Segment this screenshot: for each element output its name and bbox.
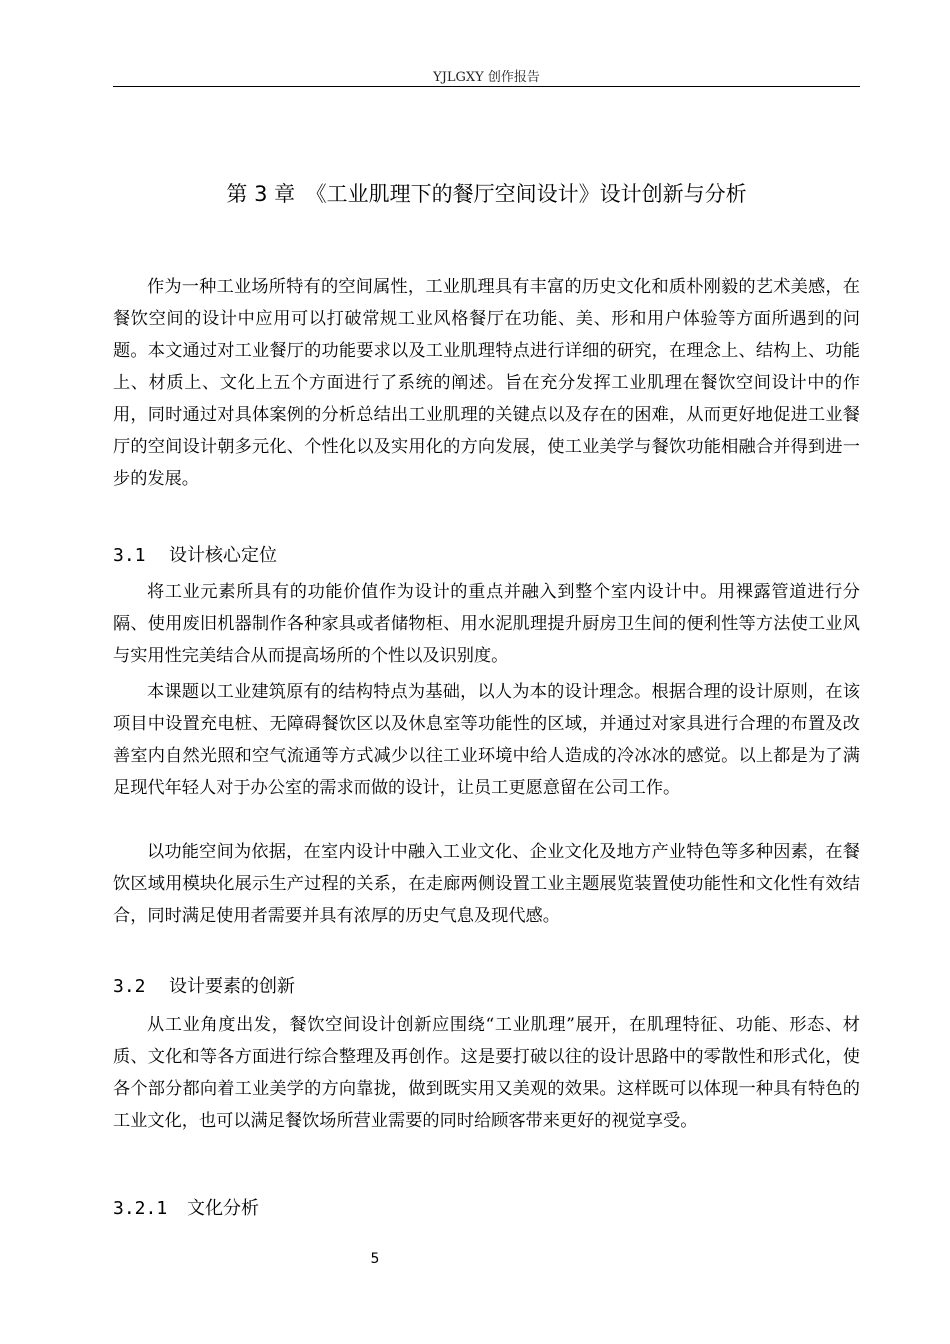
section-3-1-paragraph-3: 以功能空间为依据，在室内设计中融入工业文化、企业文化及地方产业特色等多种因素，在餐饮区域用模块化展示生产过程的关系，在走廊两侧设置工业主题展览装置使功能性和文化性有效结合，同时满足使用者需要并具有浓厚的历史气息及现代感。 bbox=[113, 842, 860, 926]
section-3-1-paragraph-2: 本课题以工业建筑原有的结构特点为基础，以人为本的设计理念。根据合理的设计原则，在该项目中设置充电桩、无障碍餐饮区以及休息室等功能性的区域，并通过对家具进行合理的布置及改善室内自然光照和空气流通等方式减少以往工业环境中给人造成的冷冰冰的感觉。以上都是为了满足现代年轻人对于办公室的需求而做的设计，让员工更愿意留在公司工作。 bbox=[113, 682, 860, 798]
section-3-2-paragraph-1: 从工业角度出发，餐饮空间设计创新应围绕“工业肌理”展开，在肌理特征、功能、形态、材质、文化和等各方面进行综合整理及再创作。这是要打破以往的设计思路中的零散性和形式化，使各个部分都向着工业美学的方向靠拢，做到既实用又美观的效果。这样既可以体现一种具有特色的工业文化，也可以满足餐饮场所营业需要的同时给顾客带来更好的视觉享受。 bbox=[113, 1015, 860, 1131]
section-title: 设计要素的创新 bbox=[169, 976, 295, 997]
section-heading-3-2-1 bbox=[113, 1194, 259, 1220]
chapter-title: 第 3 章 《工业肌理下的餐厅空间设计》设计创新与分析 bbox=[226, 182, 747, 206]
header-divider bbox=[113, 86, 860, 87]
section-title: 文化分析 bbox=[187, 1198, 259, 1219]
intro-paragraph: 作为一种工业场所特有的空间属性，工业肌理具有丰富的历史文化和质朴刚毅的艺术美感，在餐饮空间的设计中应用可以打破常规工业风格餐厅在功能、美、形和用户体验等方面所遇到的问题。本文通过对工业餐厅的功能要求以及工业肌理特点进行详细的研究，在理念上、结构上、功能上、材质上、文化上五个方面进行了系统的阐述。旨在充分发挥工业肌理在餐饮空间设计中的作用，同时通过对具体案例的分析总结出工业肌理的关键点以及存在的困难，从而更好地促进工业餐厅的空间设计朝多元化、个性化以及实用化的方向发展，使工业美学与餐饮功能相融合并得到进一步的发展。 bbox=[113, 277, 860, 489]
section-3-1-paragraph-1: 将工业元素所具有的功能价值作为设计的重点并融入到整个室内设计中。用裸露管道进行分隔、使用废旧机器制作各种家具或者储物柜、用水泥肌理提升厨房卫生间的便利性等方法使工业风与实用性完美结合从而提高场所的个性以及识别度。 bbox=[113, 582, 860, 666]
section-number: 3.2 bbox=[113, 976, 146, 997]
running-header: YJLGXY 创作报告 bbox=[433, 70, 540, 85]
page-number: 5 bbox=[370, 1251, 380, 1267]
section-heading-3-2 bbox=[113, 972, 295, 998]
section-heading-3-1 bbox=[113, 541, 277, 567]
section-number: 3.1 bbox=[113, 545, 146, 566]
section-title: 设计核心定位 bbox=[169, 545, 277, 566]
section-number: 3.2.1 bbox=[113, 1198, 168, 1219]
